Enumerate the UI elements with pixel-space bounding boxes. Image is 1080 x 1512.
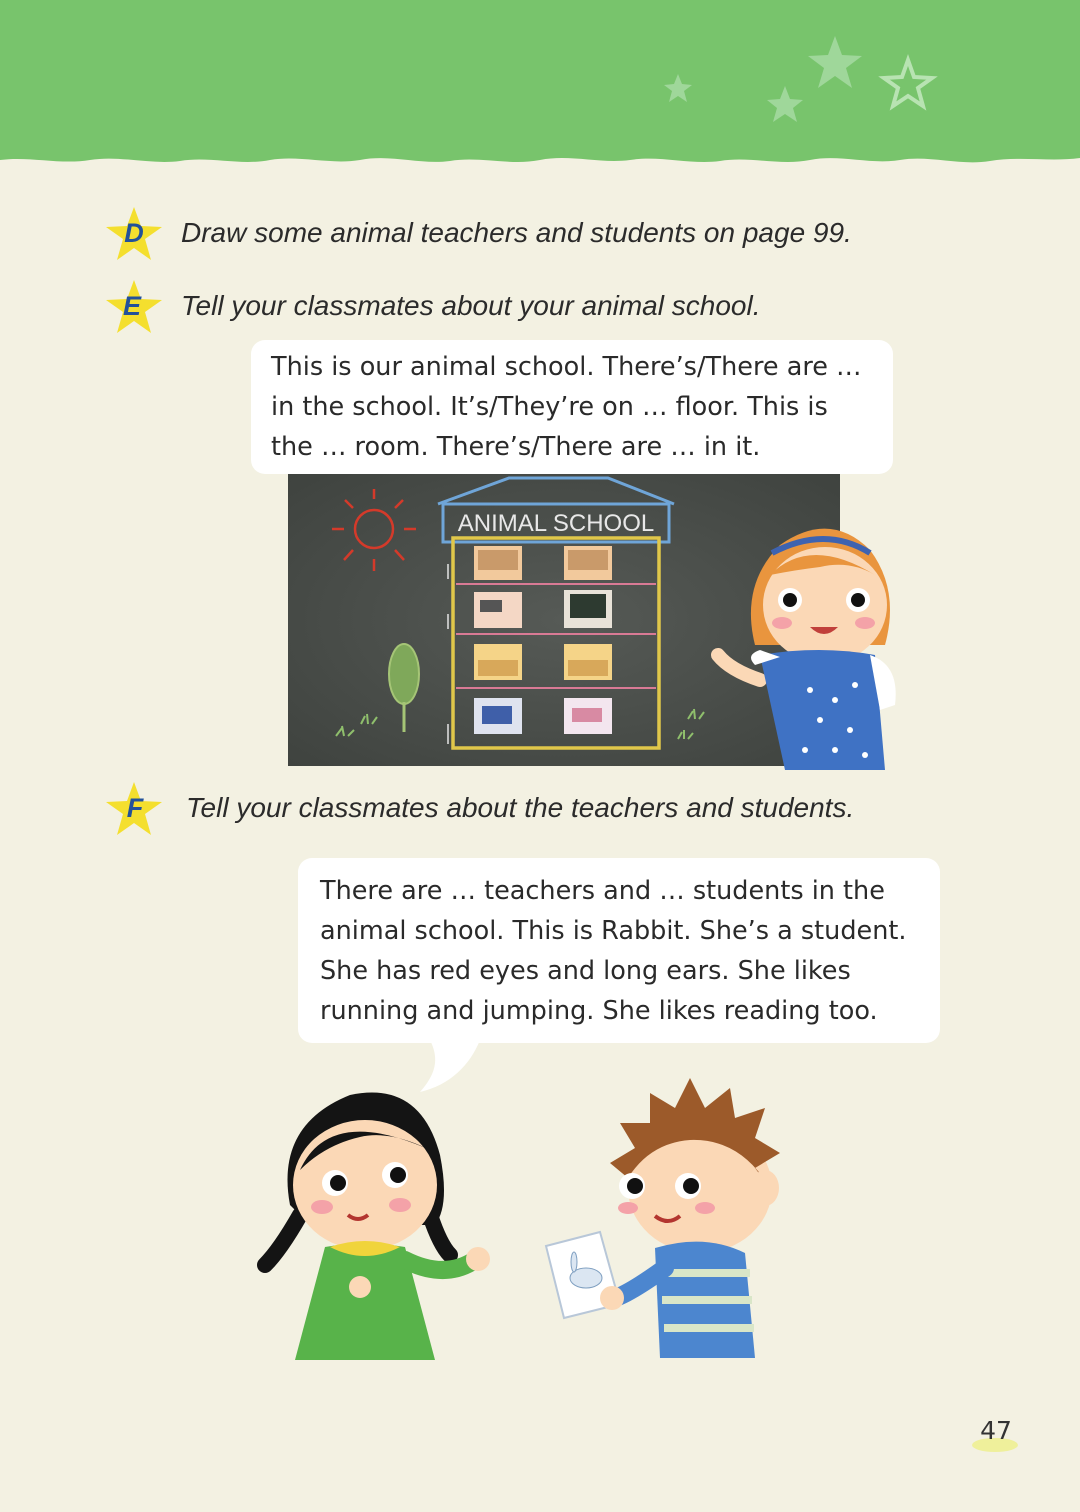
speech-bubble-e bbox=[251, 340, 893, 474]
bubble-line: running and jumping. She likes reading too. bbox=[320, 996, 878, 1026]
girl-with-headband-illustration bbox=[700, 505, 910, 775]
task-d bbox=[0, 205, 1080, 265]
task-letter: E bbox=[122, 291, 141, 321]
header-banner bbox=[0, 0, 1080, 175]
task-instruction: Tell your classmates about your animal school. bbox=[181, 290, 761, 321]
bubble-line: the … room. There’s/There are … in it. bbox=[271, 432, 761, 462]
bubble-line: This is our animal school. There’s/There are … bbox=[271, 352, 862, 382]
girl-with-braids-illustration bbox=[250, 1075, 500, 1365]
boy-holding-card-illustration bbox=[540, 1068, 800, 1368]
board-sign: ANIMAL SCHOOL bbox=[457, 510, 655, 537]
task-letter: F bbox=[126, 793, 144, 823]
task-f bbox=[0, 780, 1080, 840]
page-number: 47 bbox=[980, 1416, 1012, 1445]
task-letter: D bbox=[124, 218, 144, 248]
task-instruction: Tell your classmates about the teachers and students. bbox=[186, 792, 855, 823]
bubble-line: She has red eyes and long ears. She likes bbox=[320, 956, 851, 986]
bubble-line: animal school. This is Rabbit. She’s a student. bbox=[320, 916, 907, 946]
bubble-line: There are … teachers and … students in the bbox=[320, 876, 885, 906]
task-instruction: Draw some animal teachers and students on page 99. bbox=[181, 217, 852, 248]
task-e bbox=[0, 278, 1080, 338]
bubble-line: in the school. It’s/They’re on … floor. This is bbox=[271, 392, 828, 422]
speech-bubble-f bbox=[298, 858, 940, 1043]
